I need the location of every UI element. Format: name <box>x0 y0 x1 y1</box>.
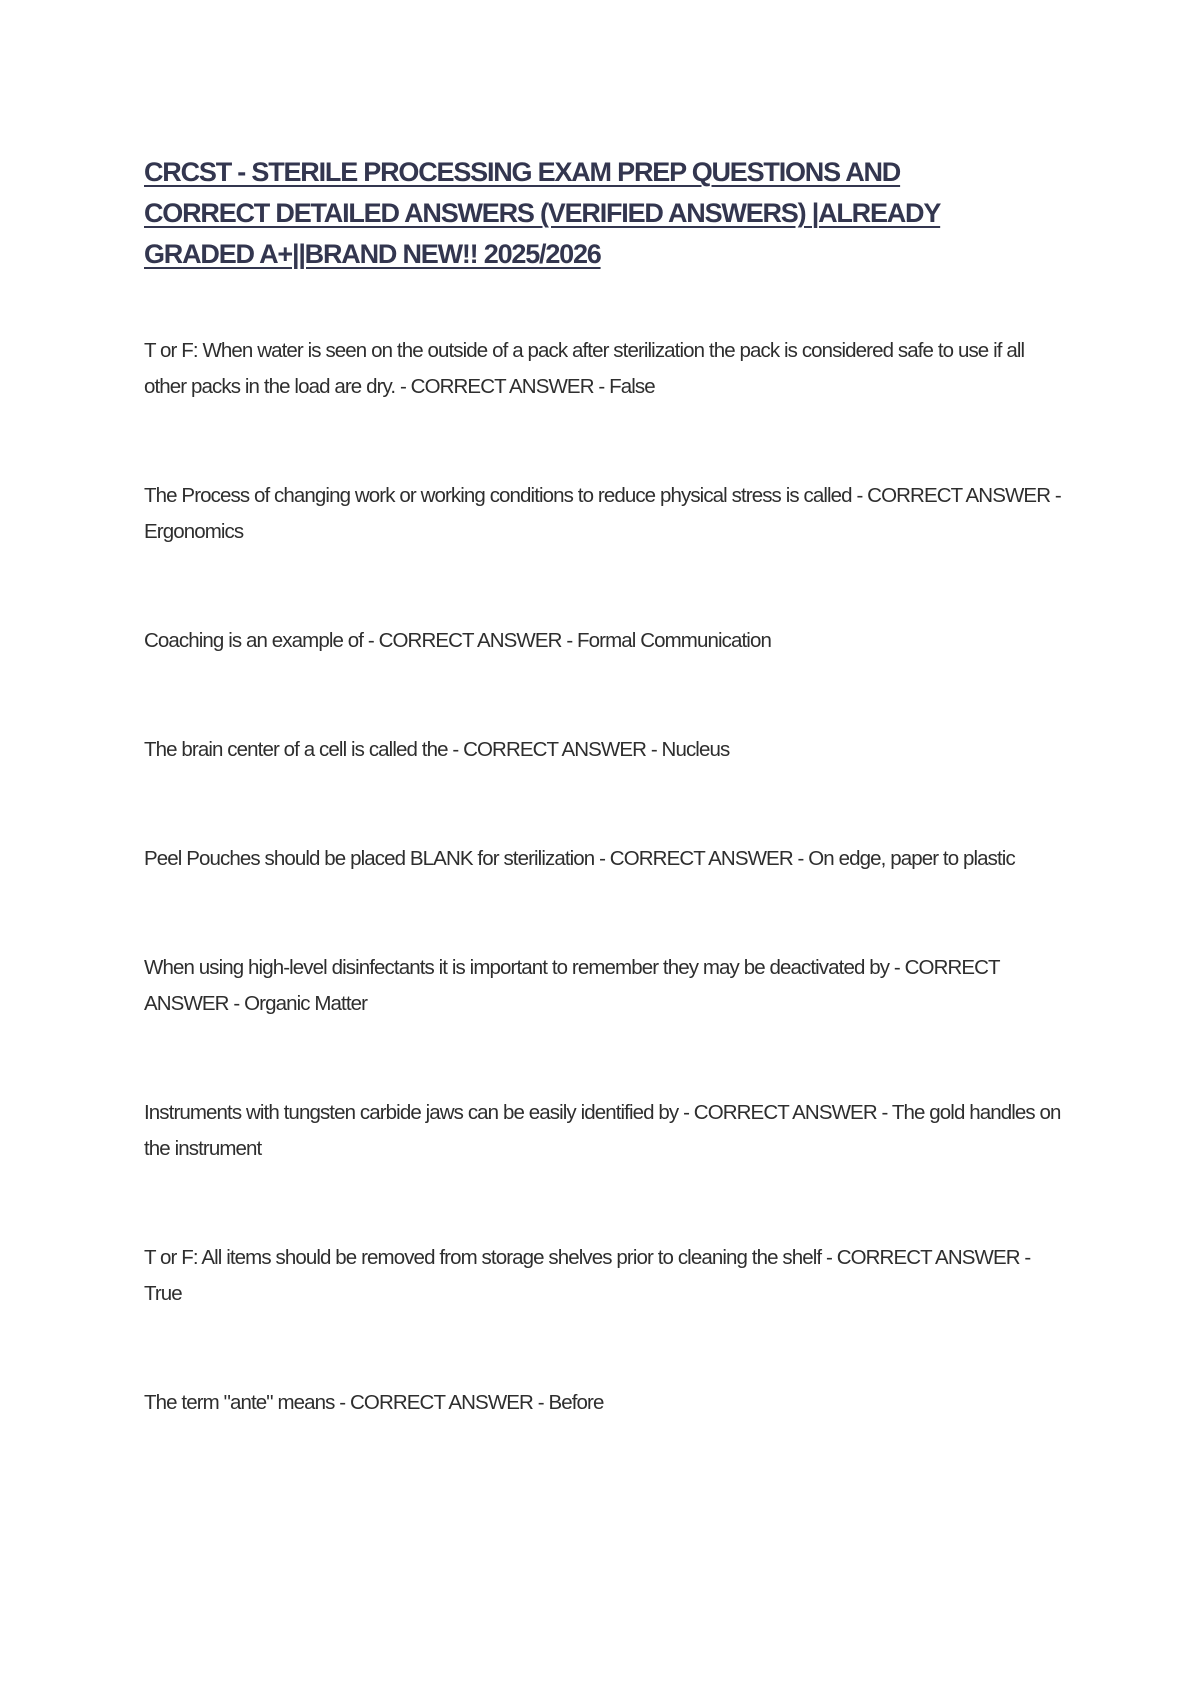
title-line-1: CRCST - STERILE PROCESSING EXAM PREP QUESTIONS AND <box>144 157 901 187</box>
title-line-3: GRADED A+||BRAND NEW!! 2025/2026 <box>144 239 601 269</box>
qa-item-7: Instruments with tungsten carbide jaws can be easily identified by - CORRECT ANSWER - The gold handles on the instrument <box>144 1101 1061 1160</box>
document-title <box>144 152 1044 275</box>
qa-item-2: The Process of changing work or working conditions to reduce physical stress is called - CORRECT ANSWER - Ergonomics <box>144 484 1061 543</box>
title-line-2: CORRECT DETAILED ANSWERS (VERIFIED ANSWERS) |ALREADY <box>144 198 941 228</box>
qa-item-5: Peel Pouches should be placed BLANK for sterilization - CORRECT ANSWER - On edge, paper to plastic <box>144 847 1015 870</box>
qa-item-1: T or F: When water is seen on the outside of a pack after sterilization the pack is considered safe to use if all other packs in the load are dry. - CORRECT ANSWER - False <box>144 339 1025 398</box>
question-answer-list <box>144 333 1064 1494</box>
qa-item-3: Coaching is an example of - CORRECT ANSWER - Formal Communication <box>144 629 771 652</box>
qa-item-4: The brain center of a cell is called the - CORRECT ANSWER - Nucleus <box>144 738 730 761</box>
qa-item-8: T or F: All items should be removed from storage shelves prior to cleaning the shelf - CORRECT ANSWER - True <box>144 1246 1031 1305</box>
qa-item-9: The term "ante" means - CORRECT ANSWER - Before <box>144 1391 604 1414</box>
qa-item-6: When using high-level disinfectants it is important to remember they may be deactivated by - CORRECT ANSWER - Organic Matter <box>144 956 1000 1015</box>
